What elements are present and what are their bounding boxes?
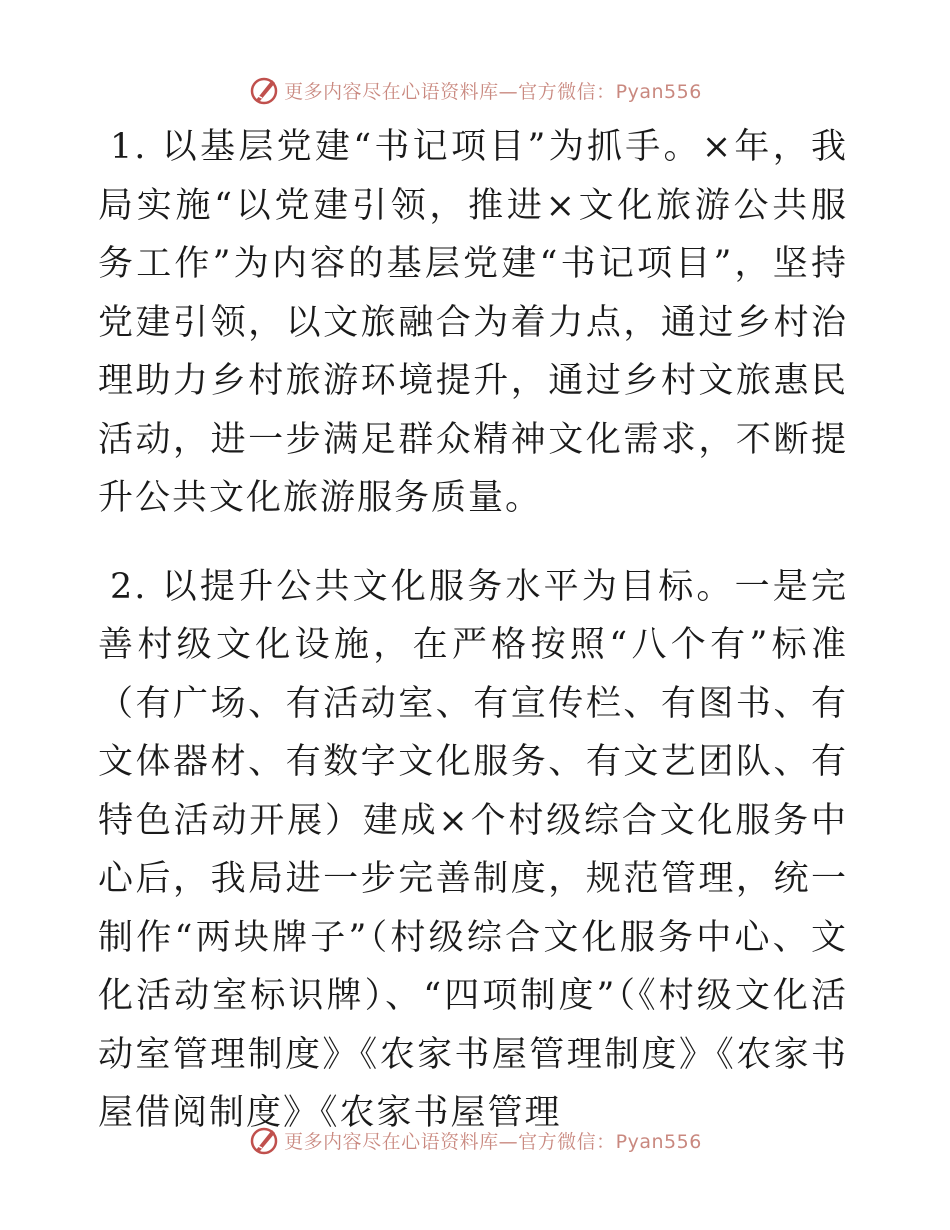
header-watermark	[0, 72, 950, 108]
watermark-text: 更多内容尽在心语资料库—官方微信：Pyan556	[284, 1130, 702, 1153]
footer-watermark	[0, 1122, 950, 1158]
document-body	[98, 118, 848, 1143]
quill-logo-icon	[248, 1124, 280, 1156]
paragraph-1: 1. 以基层党建“书记项目”为抓手。×年，我局实施“以党建引领，推进×文化旅游公共服务工作”为内容的基层党建“书记项目”，坚持党建引领，以文旅融合为着力点，通过乡村治理助力乡村旅游环境提升，通过乡村文旅惠民活动，进一步满足群众精神文化需求，不断提升公共文化旅游服务质量。	[98, 127, 848, 518]
watermark-text: 更多内容尽在心语资料库—官方微信：Pyan556	[284, 80, 702, 103]
paragraph-2: 2. 以提升公共文化服务水平为目标。一是完善村级文化设施，在严格按照“八个有”标准（有广场、有活动室、有宣传栏、有图书、有文体器材、有数字文化服务、有文艺团队、有特色活动开展）建成×个村级综合文化服务中心后，我局进一步完善制度，规范管理，统一制作“两块牌子”（村级综合文化服务中心、文化活动室标识牌）、“四项制度”（《村级文化活动室管理制度》《农家书屋管理制度》《农家书屋借阅制度》《农家书屋管理	[98, 566, 848, 1133]
quill-logo-icon	[248, 74, 280, 106]
